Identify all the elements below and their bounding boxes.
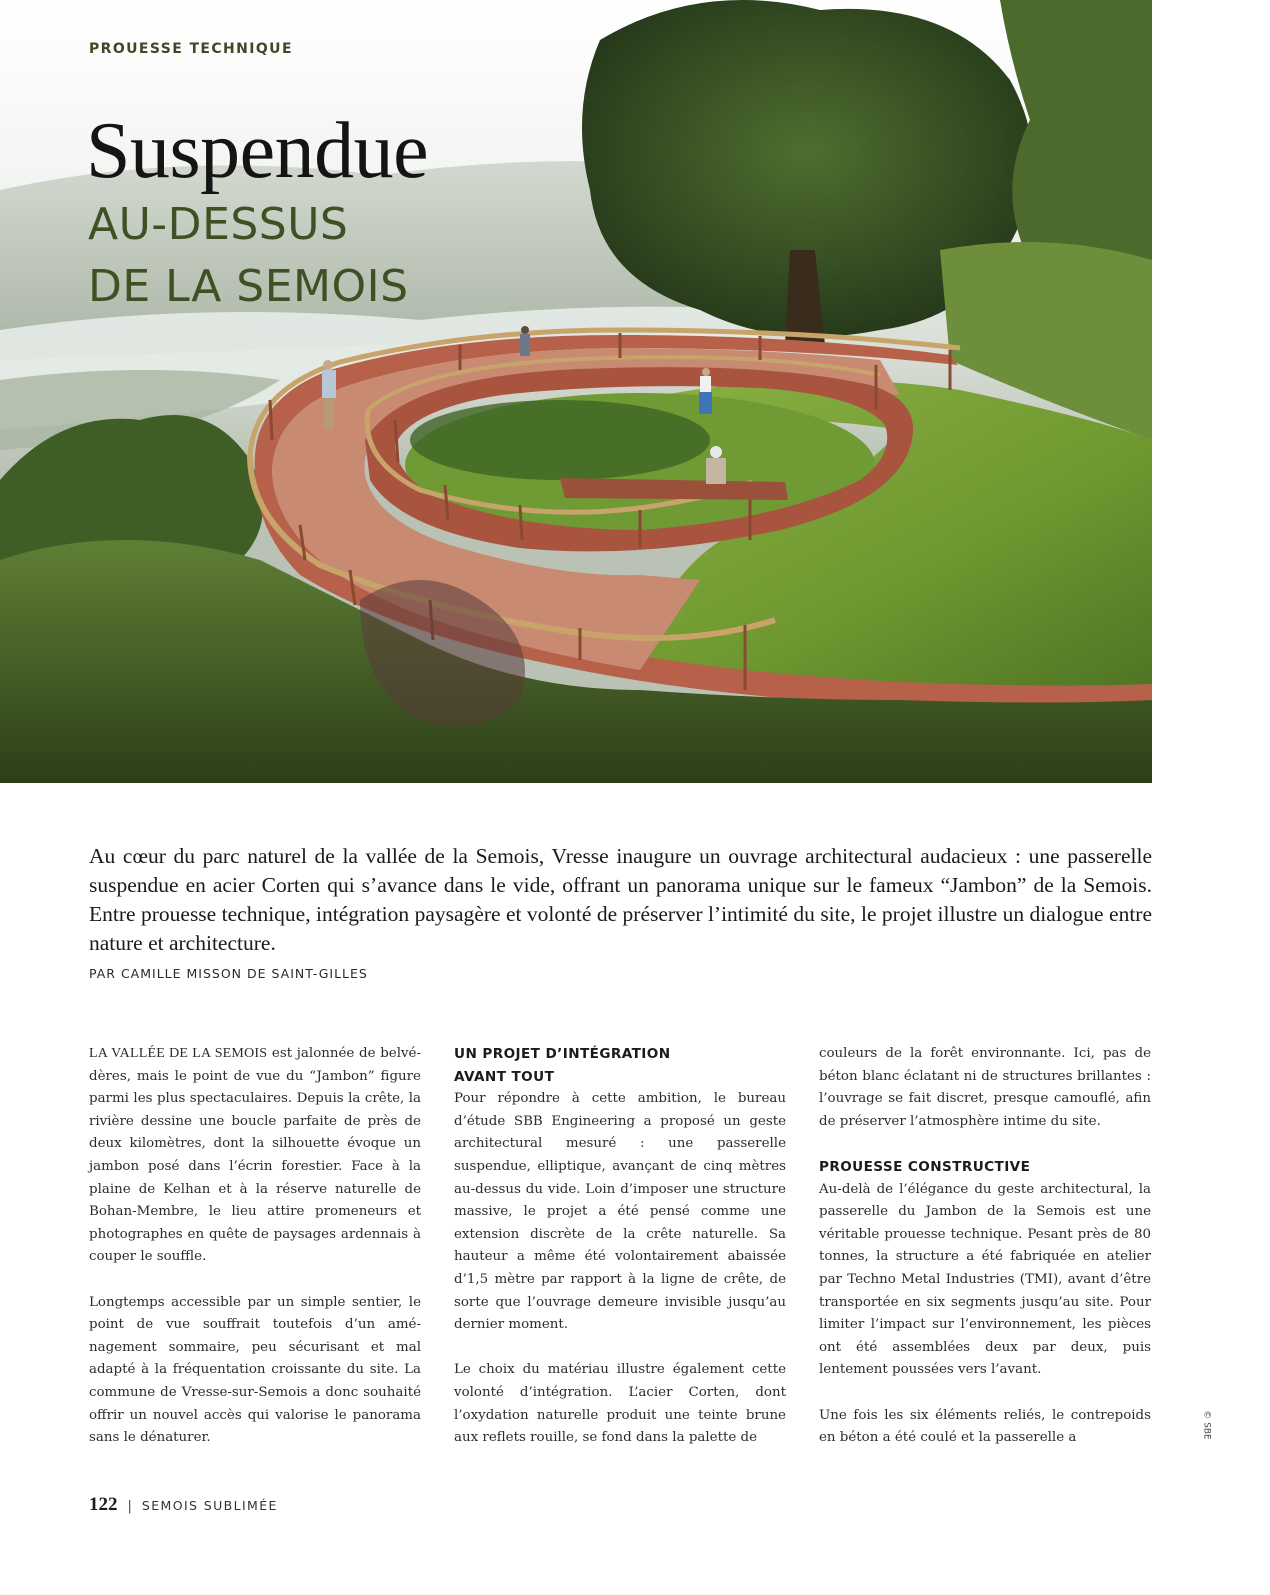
magazine-name: SEMOIS SUBLIMÉE: [141, 1498, 278, 1513]
photo-credit-text: © SBE: [1201, 1410, 1212, 1440]
paragraph-text: est jalonnée de belvédères, mais le point de vue du “Jambon” figure parmi les plus spectaculaires. Depuis la crête, la rivière dessine une boucle parfaite de près de deux kilomètres, dont la silhouette évoque un jambon posé dans l’écrin forestier. Face à la plaine de Kelhan et à la réserve naturelle de Bohan-Membre, le lieu attire promeneurs et photographes en quête de paysages ardennais à couper le souffle.: [89, 1046, 422, 1265]
subtitle-line: AU-DESSUS: [88, 199, 349, 250]
lead-paragraph: Au cœur du parc naturel de la vallée de la Semois, Vresse inaugure un ouvrage architectural audacieux : une passerelle suspendue en acier Corten qui s’avance dans le vide, offrant un panorama unique sur le fameux “Jambon” de la Semois. Entre prouesse technique, intégration paysagère et volonté de préserver l’intimité du site, le projet illustre un dialogue entre nature et architecture.: [89, 844, 1152, 955]
body-column-2: [454, 1043, 786, 1450]
paragraph: Le choix du matériau illustre également cette volonté d’intégration. L’acier Corten, dont l’oxydation naturelle produit une teinte brune aux reflets rouille, se fond dans la palette de: [454, 1362, 786, 1446]
page-footer: [89, 1494, 278, 1516]
photo-credit: [1198, 1412, 1222, 1442]
subheading-line: UN PROJET D’INTÉGRATION: [454, 1046, 671, 1062]
body-column-1: [89, 1043, 421, 1450]
paragraph: [89, 1043, 421, 1269]
lead-in: LA VALLÉE DE LA SEMOIS: [89, 1046, 268, 1061]
paragraph: couleurs de la forêt environnante. Ici, pas de béton blanc éclatant ni de structures brillantes : l’ouvrage se fait discret, presque camouflé, afin de préserver l’atmosphère intime du site.: [819, 1046, 1151, 1129]
paragraph: Longtemps accessible par un simple sentier, le point de vue souffrait toutefois d’un aménagement sommaire, peu sécurisant et mal adapté à la fréquentation croissante du site. La commune de Vresse-sur-Semois a donc souhaité offrir un nouvel accès qui valorise le panorama sans le dénaturer.: [89, 1294, 421, 1446]
subtitle-line: DE LA SEMOIS: [88, 261, 409, 312]
paragraph: Au-delà de l’élégance du geste architectural, la passerelle du Jambon de la Semois est une véritable prouesse technique. Pesant près de 80 tonnes, la structure a été fabriquée en atelier par Techno Metal Industries (TMI), avant d’être transportée en six segments jusqu’au site. Pour limiter l’impact sur l’environnement, les pièces ont été assemblées deux par deux, puis lentement poussées vers l’avant.: [819, 1181, 1151, 1378]
subheading-line: AVANT TOUT: [454, 1068, 555, 1085]
byline: PAR CAMILLE MISSON DE SAINT-GILLES: [89, 966, 368, 981]
body-column-3: [819, 1043, 1151, 1450]
article-subtitle: [88, 194, 409, 318]
inner-shrubs: [410, 400, 710, 480]
paragraph: Pour répondre à cette ambition, le bureau d’étude SBB Engineering a proposé un geste architectural mesuré : une passerelle suspendue, elliptique, avançant de cinq mètres au-dessus du vide. Loin d’imposer une structure massive, le projet a été pensé comme une extension discrète de la crête naturelle. Sa hauteur a même été volontairement abaissée d’1,5 mètre par rapport à la ligne de crête, de sorte que l’ouvrage demeure invisible jusqu’au dernier moment.: [454, 1091, 786, 1333]
subheading: [454, 1043, 786, 1088]
paragraph: Une fois les six éléments reliés, le contrepoids en béton a été coulé et la passerelle a: [819, 1407, 1151, 1446]
section-kicker: PROUESSE TECHNIQUE: [89, 41, 293, 57]
page-number: 122: [89, 1494, 118, 1515]
subheading: PROUESSE CONSTRUCTIVE: [819, 1158, 1031, 1175]
footer-separator: |: [127, 1499, 132, 1514]
article-title: Suspendue: [86, 107, 429, 195]
